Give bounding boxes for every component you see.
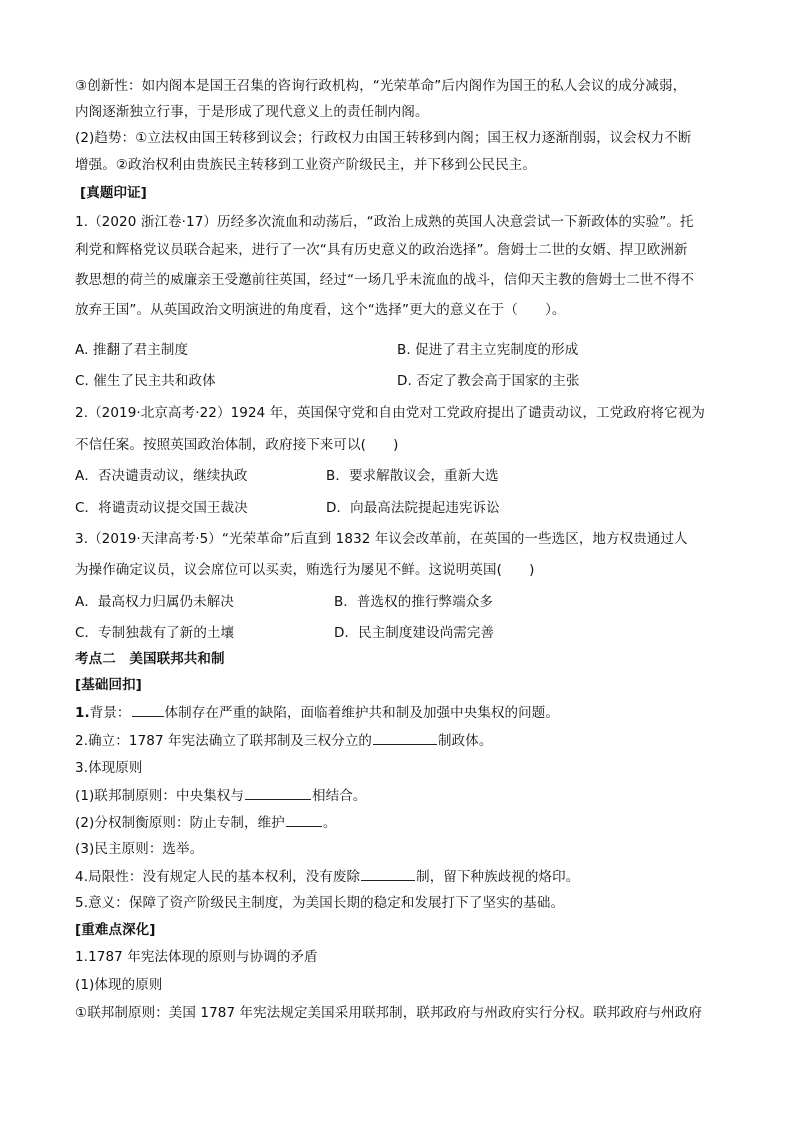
question-1-option-d[interactable]: D. 否定了教会高于国家的主张 (397, 373, 580, 389)
jichu-principle-checks-prefix: (2)分权制衡原则：防止专制，维护 (75, 815, 285, 831)
fill-blank-1[interactable] (132, 703, 164, 717)
question-2-option-d[interactable]: D．向最高法院提起违宪诉讼 (326, 500, 500, 516)
jichu-significance: 5.意义：保障了资产阶级民主制度，为美国长期的稳定和发展打下了坚实的基础。 (75, 895, 565, 911)
jichu-principle-democracy: (3)民主原则：选举。 (75, 841, 204, 857)
jichu-background-number: 1. (75, 705, 90, 721)
para-trend-line2: 增强。②政治权利由贵族民主转移到工业资产阶级民主，并下移到公民民主。 (75, 157, 537, 173)
para-trend-line1: (2)趋势：①立法权由国王转移到议会；行政权力由国王转移到内阁；国王权力逐渐削弱，议会权力不断 (75, 130, 692, 146)
question-1-line2: 利党和辉格党议员联合起来，进行了一次“具有历史意义的政治选择”。詹姆士二世的女婿、捍卫欧洲新 (75, 242, 688, 258)
para-innovation-line2: 内阁逐渐独立行事，于是形成了现代意义上的责任制内阁。 (75, 104, 429, 120)
jichu-principles-title: 3.体现原则 (75, 760, 143, 776)
question-3-option-a[interactable]: A．最高权力归属仍未解决 (75, 594, 234, 610)
jichu-limitation-prefix: 4.局限性：没有规定人民的基本权利，没有废除 (75, 869, 361, 885)
question-2-option-c[interactable]: C．将谴责动议提交国王裁决 (75, 500, 248, 516)
question-1-line4: 放弃王国”。从英国政治文明演进的角度看，这个“选择”更大的意义在于（ ）。 (75, 302, 566, 318)
question-1-line1: 1.（2020 浙江卷·17）历经多次流血和动荡后，“政治上成熟的英国人决意尝试一下新政体的实验”。托 (75, 214, 694, 230)
jichu-principle-checks (75, 813, 336, 832)
jichu-background (75, 703, 559, 722)
fill-blank-2[interactable] (373, 731, 437, 745)
question-2-line1: 2.（2019·北京高考·22）1924 年，英国保守党和自由党对工党政府提出了谴责动议，工党政府将它视为 (75, 405, 705, 421)
question-3-option-b[interactable]: B．普选权的推行弊端众多 (334, 594, 493, 610)
question-3-option-d[interactable]: D．民主制度建设尚需完善 (334, 625, 495, 641)
question-2-line2: 不信任案。按照英国政治体制，政府接下来可以( ) (75, 437, 399, 453)
question-3-line1: 3.（2019·天津高考·5）“光荣革命”后直到 1832 年议会改革前，在英国的一些选区，地方权贵通过人 (75, 531, 688, 547)
zhongnan-line3: ①联邦制原则：美国 1787 年宪法规定美国采用联邦制，联邦政府与州政府实行分权。联邦政府与州政府 (75, 1005, 702, 1021)
question-3-option-c[interactable]: C．专制独裁有了新的土壤 (75, 625, 235, 641)
question-2-option-b[interactable]: B．要求解散议会，重新大选 (326, 468, 499, 484)
jichu-background-suffix: 体制存在严重的缺陷，面临着维护共和制及加强中央集权的问题。 (164, 705, 559, 721)
jichu-principle-checks-suffix: 。 (322, 815, 337, 831)
para-innovation-line1: ③创新性：如内阁本是国王召集的咨询行政机构，“光荣革命”后内阁作为国王的私人会议的成分减弱， (75, 78, 687, 94)
jichu-limitation (75, 867, 579, 886)
jichu-establish (75, 731, 492, 750)
question-1-option-b[interactable]: B. 促进了君主立宪制度的形成 (397, 342, 579, 358)
question-1-option-c[interactable]: C. 催生了民主共和政体 (75, 373, 216, 389)
kaodian-heading: 考点二 美国联邦共和制 (75, 651, 225, 667)
question-2-option-a[interactable]: A．否决谴责动议，继续执政 (75, 468, 248, 484)
section-heading-zhongnan: [重难点深化] (75, 922, 156, 938)
jichu-principle-federal-suffix: 相结合。 (312, 788, 367, 804)
jichu-background-prefix: 背景： (89, 705, 131, 721)
question-1-option-a[interactable]: A. 推翻了君主制度 (75, 342, 189, 358)
jichu-principle-federal-prefix: (1)联邦制原则：中央集权与 (75, 788, 245, 804)
fill-blank-5[interactable] (361, 867, 415, 881)
section-heading-zhenti: [真题印证] (80, 185, 147, 201)
jichu-limitation-suffix: 制，留下种族歧视的烙印。 (416, 869, 580, 885)
jichu-establish-suffix: 制政体。 (438, 733, 493, 749)
jichu-establish-prefix: 2.确立：1787 年宪法确立了联邦制及三权分立的 (75, 733, 373, 749)
section-heading-jichu: [基础回扣] (75, 677, 142, 693)
fill-blank-3[interactable] (245, 786, 311, 800)
zhongnan-line2: (1)体现的原则 (75, 977, 163, 993)
fill-blank-4[interactable] (286, 813, 322, 827)
question-3-line2: 为操作确定议员，议会席位可以买卖，贿选行为屡见不鲜。这说明英国( ) (75, 562, 535, 578)
jichu-principle-federal (75, 786, 366, 805)
zhongnan-line1: 1.1787 年宪法体现的原则与协调的矛盾 (75, 949, 318, 965)
question-1-line3: 教思想的荷兰的威廉亲王受邀前往英国，经过“一场几乎未流血的战斗，信仰天主教的詹姆士二世不得不 (75, 272, 695, 288)
